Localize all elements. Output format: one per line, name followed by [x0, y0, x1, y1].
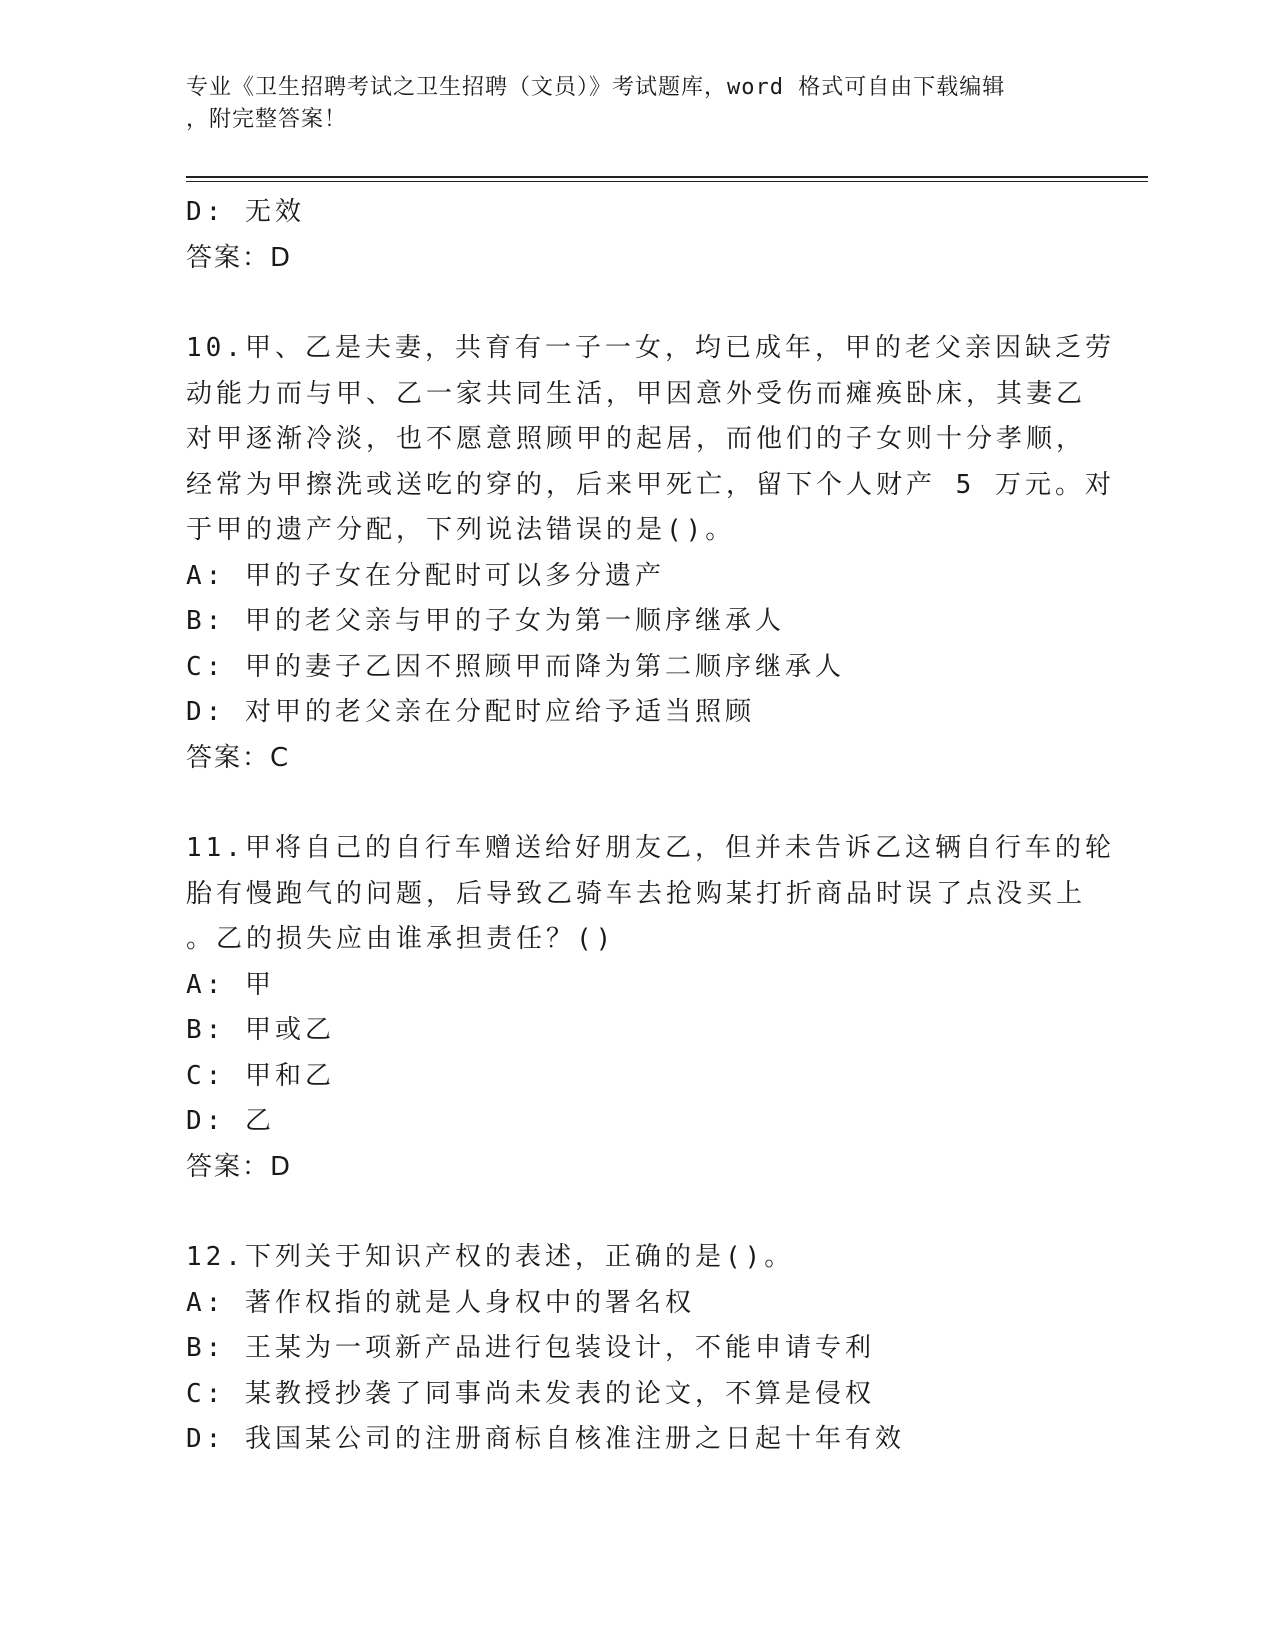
question-stem-line: 11.甲将自己的自行车赠送给好朋友乙，但并未告诉乙这辆自行车的轮	[186, 833, 1115, 863]
answer-line: 答案：D	[186, 1151, 293, 1182]
question-10	[186, 326, 1115, 781]
header-title-continuation: ，附完整答案！	[186, 107, 348, 132]
header-divider-thin	[186, 181, 1148, 182]
question-12	[186, 1235, 1086, 1463]
question-stem-line: 10.甲、乙是夫妻，共育有一子一女，均已成年，甲的老父亲因缺乏劳	[186, 333, 1115, 363]
question-stem-line: 12.下列关于知识产权的表述，正确的是()。	[186, 1242, 795, 1272]
question-stem-line: 于甲的遗产分配，下列说法错误的是()。	[186, 515, 736, 545]
document-header	[186, 72, 1086, 136]
spacer	[186, 281, 1086, 326]
option-c: C: 某教授抄袭了同事尚未发表的论文，不算是侵权	[186, 1378, 875, 1409]
option-a: A: 甲的子女在分配时可以多分遗产	[186, 560, 665, 591]
option-d: D: 我国某公司的注册商标自核准注册之日起十年有效	[186, 1424, 905, 1454]
option-b: B: 甲的老父亲与甲的子女为第一顺序继承人	[186, 606, 785, 636]
question-stem-line: 。乙的损失应由谁承担责任？()	[186, 924, 616, 954]
option-d: D: 无效	[186, 197, 305, 227]
previous-question-tail	[186, 190, 1086, 281]
question-stem-line: 对甲逐渐冷淡，也不愿意照顾甲的起居，而他们的子女则十分孝顺，	[186, 424, 1087, 454]
option-a: A: 著作权指的就是人身权中的署名权	[186, 1287, 695, 1318]
option-d: D: 乙	[186, 1106, 275, 1136]
spacer	[186, 1190, 1086, 1235]
spacer	[186, 781, 1086, 826]
header-title-line: 专业《卫生招聘考试之卫生招聘（文员）》考试题库，word 格式可自由下载编辑	[186, 75, 1006, 100]
question-stem-line: 动能力而与甲、乙一家共同生活，甲因意外受伤而瘫痪卧床，其妻乙	[186, 378, 1087, 409]
option-c: C: 甲的妻子乙因不照顾甲而降为第二顺序继承人	[186, 651, 845, 682]
document-body	[186, 190, 1115, 1463]
option-d: D: 对甲的老父亲在分配时应给予适当照顾	[186, 697, 755, 727]
question-stem-line: 经常为甲擦洗或送吃的穿的，后来甲死亡，留下个人财产 5 万元。对	[186, 469, 1115, 500]
option-a: A: 甲	[186, 969, 275, 1000]
option-b: B: 甲或乙	[186, 1015, 335, 1045]
answer-line: 答案：D	[186, 242, 293, 273]
answer-line: 答案：C	[186, 742, 291, 773]
question-stem-line: 胎有慢跑气的问题，后导致乙骑车去抢购某打折商品时误了点没买上	[186, 878, 1087, 909]
option-c: C: 甲和乙	[186, 1060, 335, 1091]
option-b: B: 王某为一项新产品进行包装设计，不能申请专利	[186, 1333, 875, 1363]
header-divider-thick	[186, 176, 1148, 178]
question-11	[186, 826, 1115, 1190]
